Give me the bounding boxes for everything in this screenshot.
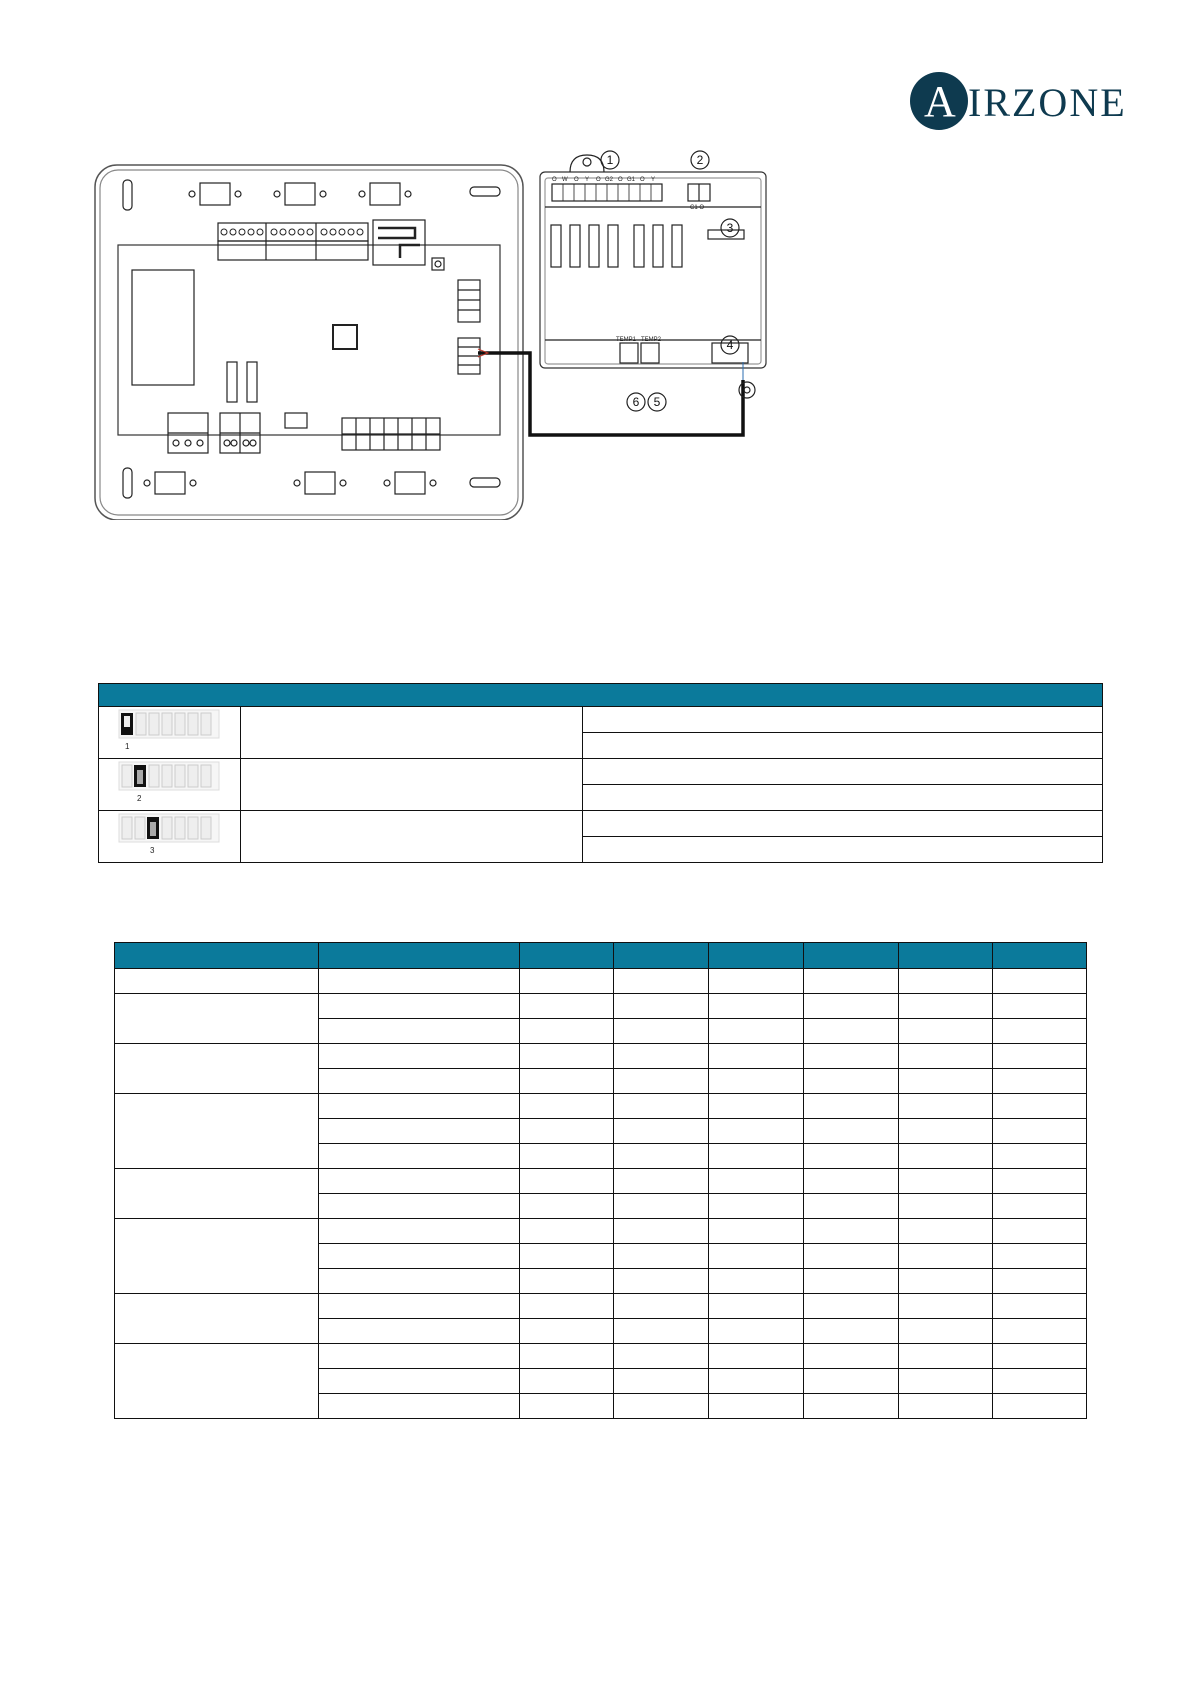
config-row	[115, 1169, 1087, 1194]
main-control-board	[95, 165, 523, 520]
dip-switch-2-image	[99, 759, 241, 811]
dip-table-header	[99, 684, 1103, 707]
dip-row-2-function	[241, 759, 583, 811]
dip-row-2-option-b	[583, 785, 1103, 811]
temp2-label: TEMP2	[641, 337, 662, 343]
dip-row-3-option-a	[583, 811, 1103, 837]
dip-header-cell	[99, 684, 1103, 707]
airzone-logo	[908, 70, 1138, 132]
config-row	[115, 1044, 1087, 1069]
configuration-table	[114, 942, 1087, 1419]
config-row	[115, 1219, 1087, 1244]
dip-row-1	[99, 707, 1103, 733]
config-row	[115, 994, 1087, 1019]
config-row	[115, 1344, 1087, 1369]
terminal-label-9: O	[640, 177, 645, 183]
callout-4: 4	[726, 338, 734, 352]
dip-switch-3-image	[99, 811, 241, 863]
dip-row-3	[99, 811, 1103, 837]
dip-number-2: 2	[137, 794, 142, 803]
dip-row-2	[99, 759, 1103, 785]
callout-2: 2	[696, 153, 704, 167]
callout-3: 3	[726, 221, 734, 235]
dip-row-1-option-a	[583, 707, 1103, 733]
c1-label: C1 O	[690, 205, 705, 211]
dip-number-1: 1	[125, 742, 130, 751]
terminal-label-3: O	[574, 177, 579, 183]
terminal-label-5: O	[596, 177, 601, 183]
logo-letter: A	[924, 77, 956, 126]
terminal-label-8: G1	[627, 177, 636, 183]
logo-wordmark: IRZONE	[968, 80, 1127, 125]
dip-row-3-function	[241, 811, 583, 863]
config-header-row	[115, 943, 1087, 969]
terminal-label-6: G2	[605, 177, 614, 183]
dip-switch-1-image	[99, 707, 241, 759]
temp1-label: TEMP1	[616, 337, 637, 343]
dip-row-1-option-b	[583, 733, 1103, 759]
config-row	[115, 1294, 1087, 1319]
wiring-diagram	[90, 150, 850, 520]
terminal-label-1: O	[552, 177, 557, 183]
dip-row-3-option-b	[583, 837, 1103, 863]
secondary-module	[540, 155, 766, 398]
terminal-label-2: W	[562, 177, 568, 183]
callout-6: 6	[632, 395, 640, 409]
terminal-label-7: O	[618, 177, 623, 183]
dip-switch-table	[98, 683, 1103, 863]
dip-number-3: 3	[150, 846, 155, 855]
terminal-label-4: Y	[585, 177, 590, 183]
config-row	[115, 1094, 1087, 1119]
dip-row-2-option-a	[583, 759, 1103, 785]
config-row	[115, 969, 1087, 994]
config-header-cell	[115, 943, 319, 969]
callout-5: 5	[653, 395, 661, 409]
callout-1: 1	[606, 153, 614, 167]
terminal-label-10: Y	[651, 177, 656, 183]
dip-row-1-function	[241, 707, 583, 759]
